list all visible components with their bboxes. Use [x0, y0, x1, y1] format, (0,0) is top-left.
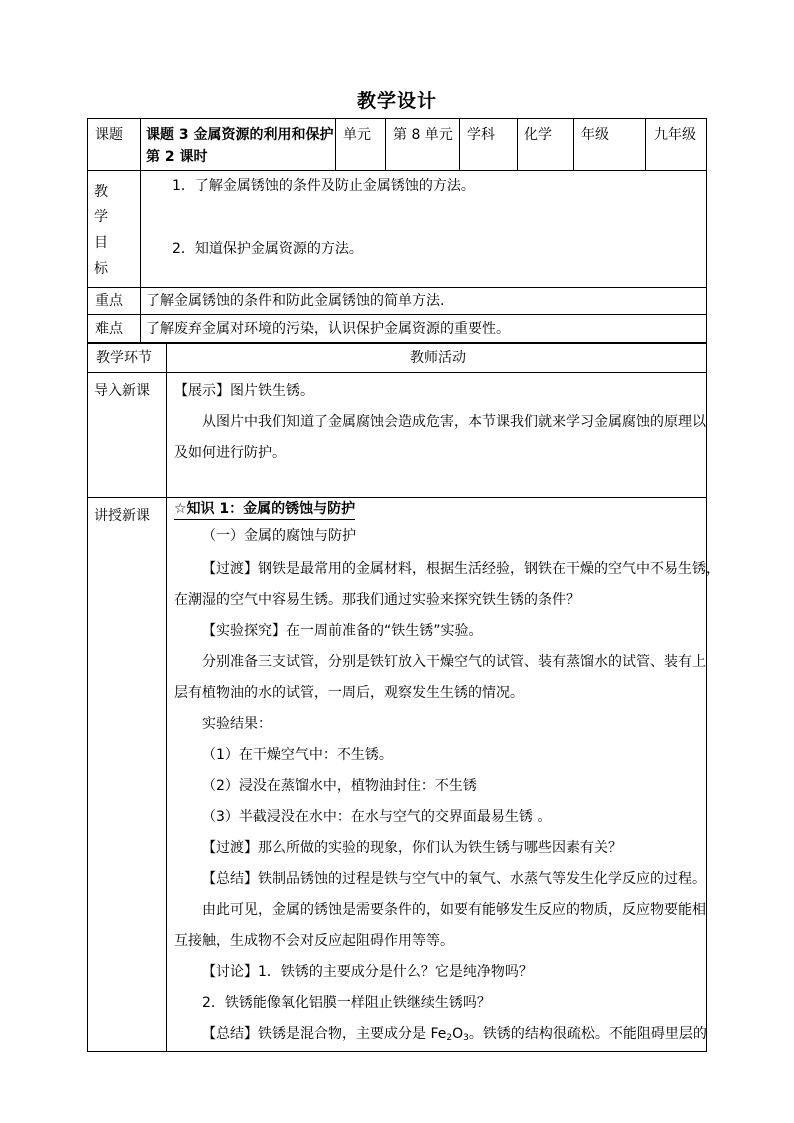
- lecture-line: 【讨论】1．铁锈的主要成分是什么？它是纯净物吗？: [202, 964, 533, 980]
- goals-label-char: 目: [94, 235, 108, 251]
- intro-line: 从图片中我们知道了金属腐蚀会造成危害，本节课我们就来学习金属腐蚀的原理以: [202, 414, 706, 430]
- lecture-stage: 讲授新课: [94, 508, 150, 524]
- lecture-line: 【总结】铁制品锈蚀的过程是铁与空气中的氧气、水蒸气等发生化学反应的过程。: [202, 871, 706, 887]
- difficulty-text: 了解废弃金属对环境的污染，认识保护金属资源的重要性。: [146, 321, 510, 337]
- lecture-line: 由此可见，金属的锈蚀是需要条件的，如要有能够发生反应的物质，反应物要能相: [202, 902, 706, 918]
- lecture-line: （3）半截浸没在水中：在水与空气的交界面最易生锈 。: [202, 809, 552, 825]
- lecture-subheading: （一）金属的腐蚀与防护: [202, 528, 356, 544]
- subject-value: 化学: [524, 127, 552, 143]
- lecture-line: 【总结】铁锈是混合物，主要成分是 $Fe_2O_3$。铁锈的结构很疏松。不能阻碍里层的: [202, 1026, 707, 1043]
- lecture-line: （2）浸没在蒸馏水中，植物油封住：不生锈: [202, 778, 477, 794]
- goal-item: 1．了解金属锈蚀的条件及防止金属锈蚀的方法。: [172, 178, 475, 194]
- key-point-label: 重点: [95, 293, 123, 309]
- stage-column-header: 教学环节: [96, 350, 152, 366]
- intro-line: 【展示】图片铁生锈。: [174, 383, 314, 399]
- page-title: 教学设计: [356, 90, 437, 112]
- lecture-line: 分别准备三支试管，分别是铁钉放入干燥空气的试管、装有蒸馏水的试管、装有上: [202, 654, 706, 670]
- topic-line-1: 课题 3 金属资源的利用和保护: [146, 127, 334, 143]
- difficulty-label: 难点: [95, 321, 123, 337]
- knowledge-heading: ☆知识 1：金属的锈蚀与防护: [174, 500, 355, 520]
- lecture-line: 实验结果：: [202, 716, 272, 732]
- intro-line: 及如何进行防护。: [174, 445, 286, 461]
- unit-label: 单元: [343, 127, 371, 143]
- lecture-line: 【过渡】钢铁是最常用的金属材料，根据生活经验，钢铁在干燥的空气中不易生锈，: [202, 561, 720, 577]
- unit-value: 第 8 单元: [393, 127, 453, 143]
- grade-value: 九年级: [654, 127, 696, 143]
- teacher-column-header: 教师活动: [410, 350, 466, 366]
- topic-line-2: 第 2 课时: [146, 149, 208, 165]
- lecture-line: 互接触，生成物不会对反应起阻碍作用等等。: [174, 933, 454, 949]
- lecture-line: 层有植物油的水的试管，一周后，观察发生生锈的情况。: [174, 685, 524, 701]
- intro-stage: 导入新课: [94, 383, 150, 399]
- goal-item: 2．知道保护金属资源的方法。: [172, 241, 363, 257]
- goals-label-char: 学: [94, 209, 108, 225]
- key-point-text: 了解金属锈蚀的条件和防此金属锈蚀的简单方法.: [146, 293, 445, 309]
- lecture-line: 在潮湿的空气中容易生锈。那我们通过实验来探究铁生锈的条件？: [174, 592, 580, 608]
- grade-label: 年级: [581, 127, 609, 143]
- lecture-line: 2．铁锈能像氧化铝膜一样阻止铁继续生锈吗？: [202, 995, 491, 1011]
- subject-label: 学科: [467, 127, 495, 143]
- lecture-line: 【过渡】那么所做的实验的现象，你们认为铁生锈与哪些因素有关？: [202, 840, 622, 856]
- goals-label-char: 标: [94, 261, 108, 277]
- lecture-line: （1）在干燥空气中：不生锈。: [202, 747, 393, 763]
- lecture-line: 【实验探究】在一周前准备的“铁生锈”实验。: [202, 623, 483, 639]
- topic-label: 课题: [95, 127, 123, 143]
- goals-label-char: 教: [94, 184, 108, 200]
